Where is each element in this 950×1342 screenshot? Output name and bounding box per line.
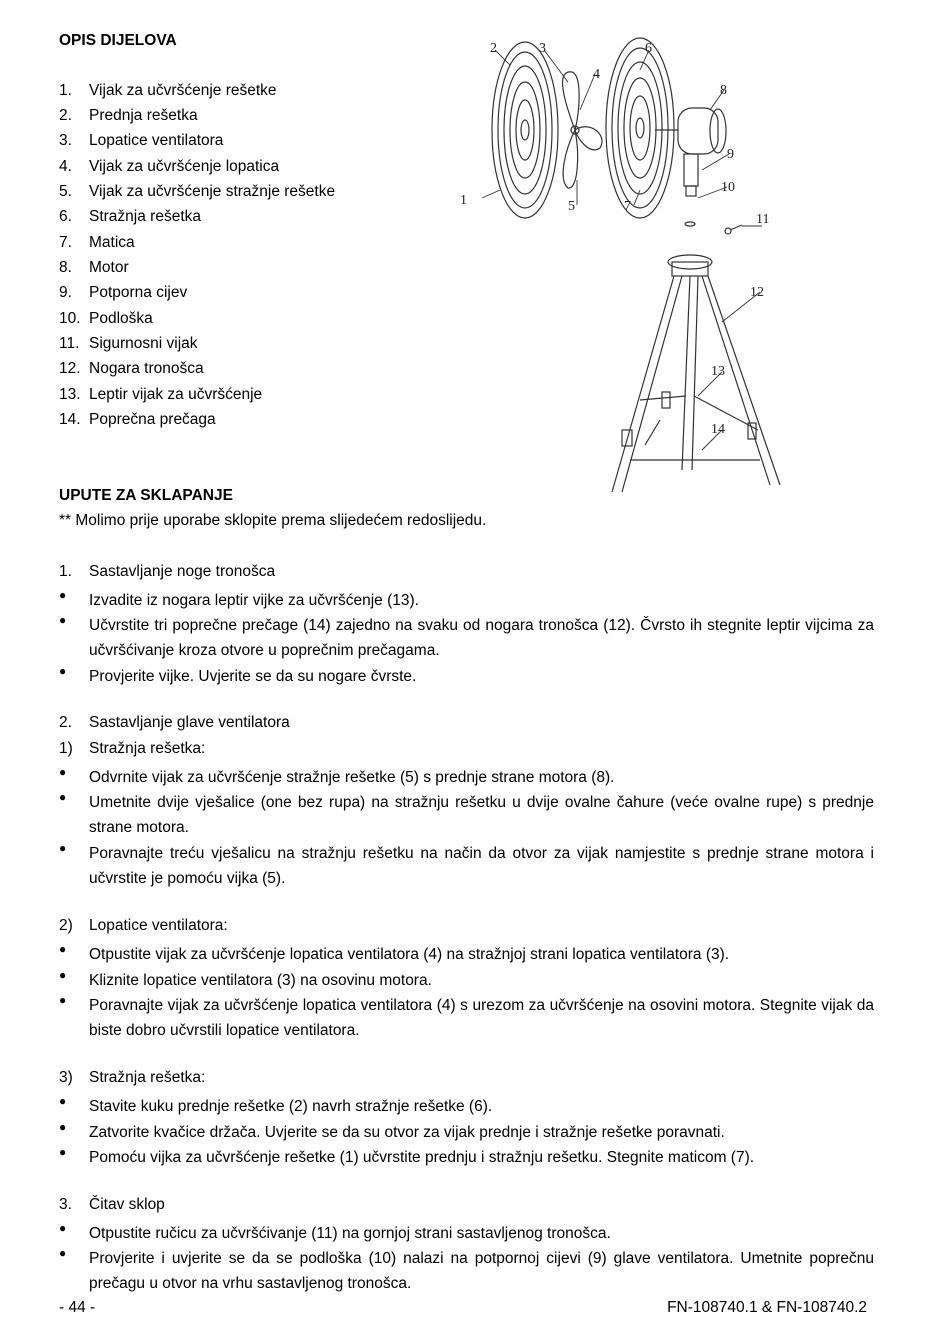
list-item: ● Stavite kuku prednje rešetke (2) navrh stražnje rešetke (6).: [59, 1094, 493, 1115]
list-item: ● Odvrnite vijak za učvršćenje stražnje rešetke (5) s prednje strane motora (8).: [59, 765, 615, 786]
list-item: ● Pomoću vijka za učvršćenje rešetke (1) učvrstite prednju i stražnju rešetku. Stegnite maticom (7).: [59, 1145, 755, 1166]
callout-10: 10: [721, 180, 735, 195]
list-item: ● Umetnite dvije vješalice (one bez rupa) na stražnju rešetku u dvije ovalne čahure (veće ovalne rupe) s prednje strane motora.: [59, 790, 874, 837]
assembly-heading: UPUTE ZA SKLAPANJE: [59, 487, 233, 504]
list-item: ● Otpustite vijak za učvršćenje lopatica ventilatora (4) na stražnjoj strani lopatica ventilatora (3).: [59, 942, 730, 963]
callout-1: 1: [460, 193, 467, 208]
list-item: ● Provjerite i uvjerite se da se podloška (10) nalazi na potpornoj cijevi (9) glave ventilatora. Umetnite poprečnu prečagu u otvor na vrhu sastavljenog tronošca.: [59, 1246, 874, 1293]
list-item: ● Izvadite iz nogara leptir vijke za učvršćenje (13).: [59, 588, 419, 609]
assembly-intro: ** Molimo prije uporabe sklopite prema slijedećem redoslijedu.: [59, 512, 487, 529]
washer-drawing: [685, 222, 695, 226]
callout-2: 2: [490, 41, 497, 56]
list-item: 6. Stražnja rešetka: [59, 208, 201, 225]
model-number: FN-108740.1 & FN-108740.2: [667, 1299, 867, 1316]
list-item: 2. Prednja rešetka: [59, 107, 198, 124]
step-2-2-title: 2) Lopatice ventilatora:: [59, 917, 228, 934]
list-item: ● Zatvorite kvačice držača. Uvjerite se da su otvor za vijak prednje i stražnje rešetke poravnati.: [59, 1120, 725, 1141]
callout-4: 4: [593, 67, 600, 82]
callout-5: 5: [568, 199, 575, 214]
fan-blades-drawing: [563, 72, 602, 188]
step-3-title: 3. Čitav sklop: [59, 1196, 165, 1213]
callout-9: 9: [727, 147, 734, 162]
step-2-1-title: 1) Stražnja rešetka:: [59, 740, 206, 757]
callout-11: 11: [756, 212, 770, 227]
parts-heading: OPIS DIJELOVA: [59, 32, 177, 49]
list-item: ● Provjerite vijke. Uvjerite se da su nogare čvrste.: [59, 664, 417, 685]
exploded-diagram: [440, 30, 800, 500]
motor-drawing: [655, 108, 726, 196]
front-grille-drawing: [492, 42, 558, 218]
list-item: 13. Leptir vijak za učvršćenje: [59, 386, 263, 403]
list-item: 4. Vijak za učvršćenje lopatica: [59, 158, 280, 175]
page-number: - 44 -: [59, 1299, 96, 1316]
step-1-title: 1. Sastavljanje noge tronošca: [59, 563, 276, 580]
list-item: ● Otpustite ručicu za učvršćivanje (11) na gornjoj strani sastavljenog tronošca.: [59, 1221, 611, 1242]
step-2-3-title: 3) Stražnja rešetka:: [59, 1069, 206, 1086]
safety-screw-drawing: [725, 225, 742, 234]
callout-3: 3: [539, 41, 546, 56]
callout-7: 7: [624, 199, 631, 214]
list-item: 8. Motor: [59, 259, 129, 276]
list-item: 10. Podloška: [59, 310, 153, 327]
list-item: 12. Nogara tronošca: [59, 360, 204, 377]
list-item: ● Poravnajte treću vješalicu na stražnju rešetku na način da otvor za vijak namjestite s prednje strane motora i učvrstite je pomoću vijka (5).: [59, 841, 874, 888]
list-item: 11. Sigurnosni vijak: [59, 335, 198, 352]
list-item: 3. Lopatice ventilatora: [59, 132, 224, 149]
callout-14: 14: [711, 422, 725, 437]
callout-6: 6: [645, 41, 652, 56]
list-item: 5. Vijak za učvršćenje stražnje rešetke: [59, 183, 336, 200]
list-item: 14. Poprečna prečaga: [59, 411, 216, 428]
list-item: ● Kliznite lopatice ventilatora (3) na osovinu motora.: [59, 968, 432, 989]
list-item: 1. Vijak za učvršćenje rešetke: [59, 82, 277, 99]
callout-12: 12: [750, 285, 764, 300]
list-item: 7. Matica: [59, 234, 135, 251]
callout-13: 13: [711, 364, 725, 379]
list-item: ● Poravnajte vijak za učvršćenje lopatica ventilatora (4) s urezom za učvršćenje na osovini motora. Stegnite vijak da biste dobro učvrstili lopatice ventilatora.: [59, 993, 874, 1040]
step-2-title: 2. Sastavljanje glave ventilatora: [59, 714, 290, 731]
callout-8: 8: [720, 83, 727, 98]
list-item: ● Učvrstite tri poprečne prečage (14) zajedno na svaku od nogara tronošca (12). Čvrsto ih stegnite leptir vijcima za učvršćivanje kroza otvore u poprečnim prečagama.: [59, 613, 874, 660]
list-item: 9. Potporna cijev: [59, 284, 188, 301]
